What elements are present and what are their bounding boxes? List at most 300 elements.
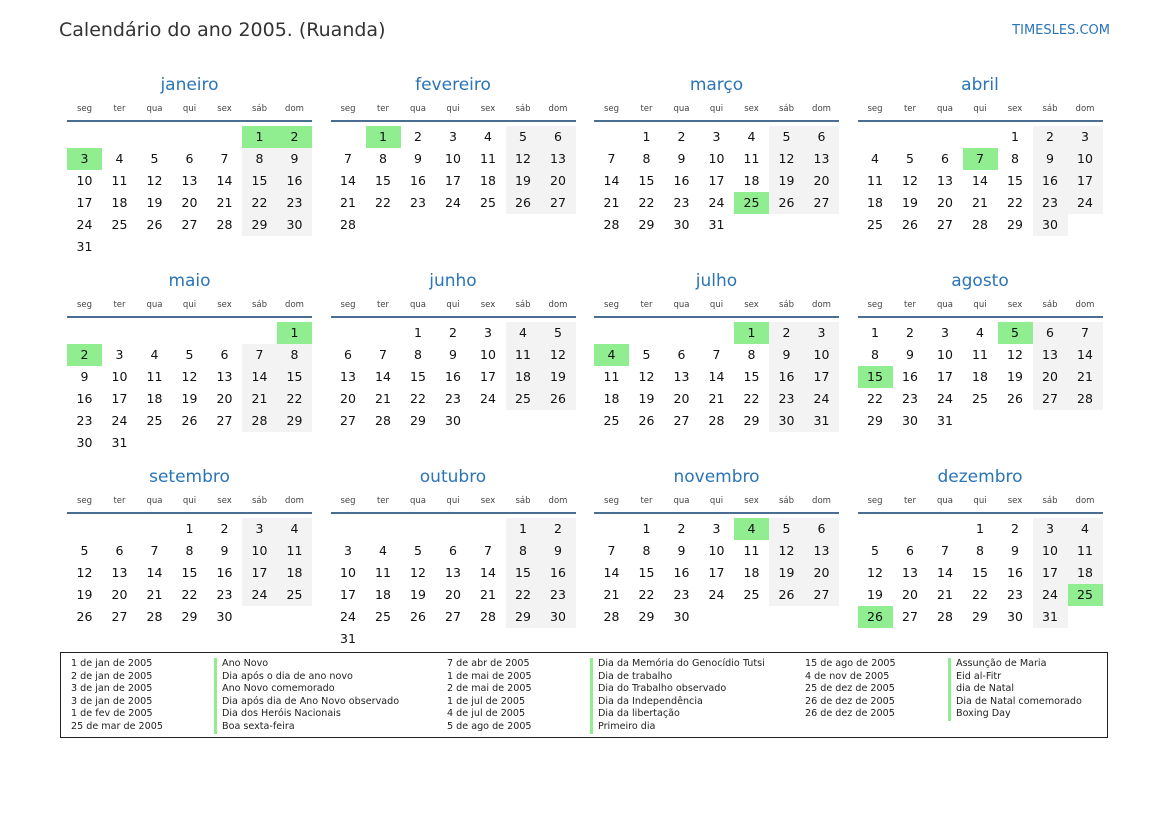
day-cell: 30 bbox=[445, 413, 461, 428]
month-name: abril bbox=[961, 75, 999, 95]
month-abril bbox=[858, 72, 1103, 268]
day-cell: 30 bbox=[541, 606, 576, 628]
day-cell: 11 bbox=[146, 369, 163, 384]
day-cell: 30 bbox=[902, 413, 918, 428]
holiday-date: 7 de abr de 2005 bbox=[447, 658, 530, 669]
day-cell: 12 bbox=[181, 369, 198, 384]
empty-cell bbox=[137, 322, 172, 344]
day-cell: 11 bbox=[375, 565, 391, 580]
day-cell: 10 bbox=[242, 540, 277, 562]
day-cell: 24 bbox=[445, 195, 461, 210]
weekday-label: ter bbox=[113, 104, 126, 114]
month-junho bbox=[331, 268, 576, 464]
month-julho bbox=[594, 268, 839, 464]
day-cell: 9 bbox=[449, 347, 457, 362]
day-cell: 8 bbox=[976, 543, 984, 558]
day-cell: 8 bbox=[242, 148, 277, 170]
weekday-label: sáb bbox=[1042, 104, 1058, 114]
holiday-name: Dia dos Heróis Nacionais bbox=[214, 708, 341, 721]
holiday-date: 2 de mai de 2005 bbox=[447, 683, 532, 695]
day-cell: 31 bbox=[804, 410, 839, 432]
day-cell: 26 bbox=[541, 388, 576, 410]
day-cell: 14 bbox=[603, 565, 620, 580]
day-cell: 25 bbox=[111, 217, 128, 232]
weekday-label: dom bbox=[1075, 104, 1095, 114]
weekday-label: qui bbox=[446, 496, 460, 506]
day-cell: 3 bbox=[484, 325, 492, 340]
day-cell: 20 bbox=[804, 562, 839, 584]
weekday-label: ter bbox=[640, 300, 653, 310]
weekday-label: seg bbox=[76, 300, 93, 310]
empty-cell bbox=[172, 322, 207, 344]
empty-cell bbox=[242, 322, 277, 344]
empty-cell bbox=[331, 322, 366, 344]
weekday-label: ter bbox=[903, 104, 917, 114]
day-cell: 18 bbox=[480, 173, 496, 188]
day-cell: 3 bbox=[941, 325, 949, 340]
day-cell: 27 bbox=[673, 413, 690, 428]
empty-cell bbox=[893, 518, 928, 540]
day-cell: 7 bbox=[344, 151, 352, 166]
month-janeiro bbox=[67, 72, 312, 268]
holiday-name: Dia de Natal comemorado bbox=[948, 696, 1082, 709]
day-cell: 2 bbox=[677, 521, 686, 536]
day-cell: 10 bbox=[937, 347, 953, 362]
weekday-header bbox=[594, 98, 839, 122]
empty-cell bbox=[629, 322, 664, 344]
holiday-date: 2 de jan de 2005 bbox=[71, 670, 153, 682]
legend-item bbox=[805, 683, 1082, 696]
day-cell: 4 bbox=[747, 129, 756, 144]
day-cell: 12 bbox=[506, 148, 541, 170]
day-cell: 23 bbox=[1007, 587, 1023, 602]
day-cell: 15 bbox=[506, 562, 541, 584]
holiday-date: 5 de ago de 2005 bbox=[447, 720, 532, 732]
day-cell: 29 bbox=[867, 413, 883, 428]
day-cell: 31 bbox=[76, 239, 93, 254]
day-cell: 25 bbox=[146, 413, 163, 428]
holiday-name: Eid al-Fitr bbox=[948, 671, 1001, 684]
day-cell: 13 bbox=[340, 369, 356, 384]
month-name: agosto bbox=[951, 271, 1009, 291]
legend-item bbox=[805, 696, 1082, 709]
day-cell: 1 bbox=[506, 518, 541, 540]
day-cell: 8 bbox=[185, 543, 194, 558]
day-cell: 24 bbox=[1033, 584, 1068, 606]
day-cell: 4 bbox=[115, 151, 124, 166]
empty-cell bbox=[594, 518, 629, 540]
day-cell: 8 bbox=[642, 151, 651, 166]
weekday-label: qui bbox=[182, 496, 197, 506]
day-cell: 22 bbox=[242, 192, 277, 214]
day-cell: 8 bbox=[871, 347, 879, 362]
holiday-name: Primeiro dia bbox=[590, 721, 655, 734]
holiday-date: 26 de dez de 2005 bbox=[805, 695, 895, 707]
holiday-date: 1 de jul de 2005 bbox=[447, 695, 526, 707]
day-cell: 3 bbox=[804, 322, 839, 344]
holiday-name: Dia após dia de Ano Novo observado bbox=[214, 696, 399, 709]
weekday-label: sáb bbox=[515, 496, 531, 506]
weekday-header bbox=[67, 490, 312, 514]
day-cell: 26 bbox=[76, 609, 93, 624]
day-cell: 3 bbox=[1068, 126, 1103, 148]
weekday-label: sáb bbox=[251, 300, 268, 310]
day-cell: 5 bbox=[541, 322, 576, 344]
day-cell: 14 bbox=[340, 173, 356, 188]
day-cell: 1 bbox=[414, 325, 422, 340]
day-cell: 13 bbox=[1033, 344, 1068, 366]
holiday-date: 4 de nov de 2005 bbox=[805, 670, 890, 682]
empty-cell bbox=[928, 518, 963, 540]
day-cell: 2 bbox=[449, 325, 457, 340]
day-cell: 11 bbox=[972, 347, 988, 362]
empty-cell bbox=[137, 126, 172, 148]
weekday-header bbox=[331, 294, 576, 318]
day-cell: 28 bbox=[375, 413, 391, 428]
legend-item bbox=[71, 708, 399, 721]
weekday-label: dom bbox=[285, 300, 304, 310]
day-cell: 6 bbox=[677, 347, 686, 362]
day-cell: 18 bbox=[146, 391, 163, 406]
day-cell: 7 bbox=[607, 543, 616, 558]
day-cell: 11 bbox=[867, 173, 883, 188]
day-cell: 28 bbox=[340, 217, 356, 232]
legend-item bbox=[447, 708, 765, 721]
weekday-label: sáb bbox=[1042, 496, 1058, 506]
day-cell: 17 bbox=[804, 366, 839, 388]
month-setembro bbox=[67, 464, 312, 660]
month-dezembro bbox=[858, 464, 1103, 660]
day-cell: 14 bbox=[972, 173, 988, 188]
month-name: junho bbox=[429, 271, 477, 291]
empty-cell bbox=[928, 126, 963, 148]
day-cell: 3 bbox=[449, 129, 457, 144]
weekday-label: sáb bbox=[251, 104, 268, 114]
day-cell: 27 bbox=[340, 413, 356, 428]
day-cell: 9 bbox=[677, 151, 686, 166]
day-cell: 22 bbox=[972, 587, 988, 602]
day-cell: 6 bbox=[804, 126, 839, 148]
day-cell: 9 bbox=[80, 369, 89, 384]
legend-item bbox=[71, 658, 399, 671]
holiday-day-cell: 1 bbox=[277, 322, 312, 344]
legend-item bbox=[805, 658, 1082, 671]
day-cell: 3 bbox=[242, 518, 277, 540]
day-cell: 27 bbox=[1033, 388, 1068, 410]
empty-cell bbox=[594, 126, 629, 148]
site-link[interactable]: TIMESLES.COM bbox=[1012, 23, 1110, 38]
day-cell: 17 bbox=[480, 369, 496, 384]
day-cell: 26 bbox=[410, 609, 426, 624]
month-março bbox=[594, 72, 839, 268]
weekday-label: sáb bbox=[1042, 300, 1058, 310]
holiday-name: Dia da Independência bbox=[590, 696, 703, 709]
empty-cell bbox=[594, 322, 629, 344]
day-cell: 19 bbox=[769, 170, 804, 192]
holiday-date: 3 de jan de 2005 bbox=[71, 695, 153, 707]
day-cell: 14 bbox=[708, 369, 725, 384]
day-cell: 2 bbox=[541, 518, 576, 540]
day-cell: 29 bbox=[638, 217, 655, 232]
day-cell: 25 bbox=[603, 413, 620, 428]
day-cell: 4 bbox=[484, 129, 492, 144]
empty-cell bbox=[67, 322, 102, 344]
day-cell: 28 bbox=[146, 609, 163, 624]
day-cell: 16 bbox=[410, 173, 426, 188]
empty-cell bbox=[699, 322, 734, 344]
legend-item bbox=[447, 671, 765, 684]
day-cell: 11 bbox=[603, 369, 620, 384]
day-cell: 22 bbox=[277, 388, 312, 410]
day-cell: 21 bbox=[603, 195, 620, 210]
weekday-label: ter bbox=[376, 496, 390, 506]
day-cell: 29 bbox=[1007, 217, 1023, 232]
day-cell: 25 bbox=[743, 587, 760, 602]
weekday-label: sex bbox=[1007, 104, 1023, 114]
day-cell: 18 bbox=[506, 366, 541, 388]
day-grid bbox=[858, 518, 1103, 628]
day-cell: 5 bbox=[642, 347, 651, 362]
weekday-label: sáb bbox=[515, 300, 531, 310]
day-cell: 17 bbox=[242, 562, 277, 584]
day-cell: 12 bbox=[867, 565, 883, 580]
empty-cell bbox=[331, 126, 366, 148]
day-cell: 6 bbox=[449, 543, 457, 558]
day-cell: 20 bbox=[902, 587, 918, 602]
day-cell: 26 bbox=[638, 413, 655, 428]
day-cell: 6 bbox=[941, 151, 949, 166]
day-cell: 10 bbox=[708, 151, 725, 166]
day-cell: 9 bbox=[906, 347, 914, 362]
weekday-label: qua bbox=[673, 300, 690, 310]
weekday-header bbox=[331, 490, 576, 514]
day-cell: 1 bbox=[185, 521, 194, 536]
day-cell: 4 bbox=[150, 347, 159, 362]
weekday-label: dom bbox=[812, 496, 831, 506]
day-cell: 18 bbox=[743, 565, 760, 580]
day-cell: 8 bbox=[747, 347, 756, 362]
day-cell: 3 bbox=[1033, 518, 1068, 540]
day-cell: 13 bbox=[111, 565, 128, 580]
day-cell: 12 bbox=[146, 173, 163, 188]
weekday-label: sáb bbox=[515, 104, 531, 114]
day-cell: 8 bbox=[506, 540, 541, 562]
day-cell: 11 bbox=[743, 151, 760, 166]
day-cell: 28 bbox=[216, 217, 233, 232]
day-cell: 30 bbox=[1033, 214, 1068, 236]
day-cell: 26 bbox=[769, 584, 804, 606]
day-cell: 5 bbox=[414, 543, 422, 558]
weekday-label: ter bbox=[640, 104, 653, 114]
day-cell: 8 bbox=[414, 347, 422, 362]
day-cell: 17 bbox=[1068, 170, 1103, 192]
day-cell: 12 bbox=[769, 540, 804, 562]
day-cell: 5 bbox=[80, 543, 89, 558]
day-cell: 30 bbox=[769, 410, 804, 432]
weekday-label: sex bbox=[744, 300, 759, 310]
empty-cell bbox=[436, 518, 471, 540]
day-cell: 19 bbox=[902, 195, 918, 210]
day-cell: 16 bbox=[673, 565, 690, 580]
day-cell: 13 bbox=[804, 540, 839, 562]
day-cell: 28 bbox=[242, 410, 277, 432]
holiday-date: 25 de dez de 2005 bbox=[805, 683, 895, 695]
day-cell: 14 bbox=[242, 366, 277, 388]
day-cell: 14 bbox=[1068, 344, 1103, 366]
legend-item bbox=[447, 658, 765, 671]
weekday-label: seg bbox=[867, 496, 883, 506]
day-cell: 21 bbox=[603, 587, 620, 602]
day-cell: 25 bbox=[506, 388, 541, 410]
day-cell: 4 bbox=[871, 151, 879, 166]
weekday-label: sex bbox=[480, 104, 496, 114]
weekday-label: sex bbox=[217, 104, 232, 114]
legend-column bbox=[805, 658, 1082, 721]
weekday-label: sáb bbox=[778, 300, 795, 310]
holiday-name: Assunção de Maria bbox=[948, 658, 1046, 671]
day-cell: 26 bbox=[769, 192, 804, 214]
day-cell: 5 bbox=[906, 151, 914, 166]
day-cell: 9 bbox=[220, 543, 229, 558]
day-cell: 29 bbox=[972, 609, 988, 624]
day-cell: 19 bbox=[638, 391, 655, 406]
day-cell: 23 bbox=[445, 391, 461, 406]
day-cell: 21 bbox=[340, 195, 356, 210]
holiday-legend bbox=[60, 652, 1108, 738]
weekday-label: qui bbox=[182, 300, 197, 310]
day-cell: 9 bbox=[277, 148, 312, 170]
holiday-date: 25 de mar de 2005 bbox=[71, 720, 163, 732]
weekday-label: sex bbox=[1007, 300, 1023, 310]
day-cell: 17 bbox=[445, 173, 461, 188]
day-cell: 4 bbox=[976, 325, 984, 340]
day-cell: 22 bbox=[375, 195, 391, 210]
day-cell: 29 bbox=[410, 413, 426, 428]
day-cell: 23 bbox=[1033, 192, 1068, 214]
weekday-header bbox=[858, 490, 1103, 514]
holiday-day-cell: 25 bbox=[1068, 584, 1103, 606]
day-cell: 16 bbox=[1033, 170, 1068, 192]
day-cell: 28 bbox=[937, 609, 953, 624]
weekday-label: qui bbox=[973, 300, 987, 310]
day-cell: 9 bbox=[769, 344, 804, 366]
day-cell: 16 bbox=[902, 369, 918, 384]
day-cell: 5 bbox=[769, 126, 804, 148]
holiday-name: dia de Natal bbox=[948, 683, 1014, 696]
day-cell: 10 bbox=[445, 151, 461, 166]
day-cell: 23 bbox=[673, 587, 690, 602]
page-title: Calendário do ano 2005. (Ruanda) bbox=[59, 19, 386, 41]
day-cell: 27 bbox=[804, 584, 839, 606]
day-cell: 12 bbox=[769, 148, 804, 170]
month-name: novembro bbox=[673, 467, 760, 487]
weekday-label: ter bbox=[376, 300, 390, 310]
weekday-label: sex bbox=[1007, 496, 1023, 506]
day-cell: 17 bbox=[76, 195, 93, 210]
day-cell: 13 bbox=[181, 173, 198, 188]
day-cell: 20 bbox=[937, 195, 953, 210]
day-cell: 4 bbox=[277, 518, 312, 540]
day-cell: 24 bbox=[1068, 192, 1103, 214]
day-cell: 19 bbox=[867, 587, 883, 602]
day-cell: 2 bbox=[220, 521, 229, 536]
day-cell: 6 bbox=[344, 347, 352, 362]
weekday-label: seg bbox=[340, 104, 356, 114]
day-cell: 28 bbox=[603, 217, 620, 232]
day-cell: 18 bbox=[375, 587, 391, 602]
empty-cell bbox=[207, 322, 242, 344]
empty-cell bbox=[331, 518, 366, 540]
holiday-name: Boa sexta-feira bbox=[214, 721, 295, 734]
day-cell: 7 bbox=[379, 347, 387, 362]
holiday-name: Ano Novo comemorado bbox=[214, 683, 335, 696]
weekday-label: sáb bbox=[251, 496, 268, 506]
day-cell: 10 bbox=[480, 347, 496, 362]
day-cell: 13 bbox=[216, 369, 233, 384]
day-cell: 4 bbox=[379, 543, 387, 558]
day-grid bbox=[594, 518, 839, 628]
day-cell: 16 bbox=[445, 369, 461, 384]
day-cell: 4 bbox=[506, 322, 541, 344]
day-cell: 25 bbox=[480, 195, 496, 210]
day-cell: 17 bbox=[708, 565, 725, 580]
empty-cell bbox=[102, 126, 137, 148]
day-cell: 6 bbox=[220, 347, 229, 362]
day-grid bbox=[858, 322, 1103, 432]
day-cell: 15 bbox=[743, 369, 760, 384]
day-cell: 1 bbox=[642, 521, 651, 536]
day-cell: 14 bbox=[937, 565, 953, 580]
legend-item bbox=[71, 671, 399, 684]
weekday-label: dom bbox=[812, 300, 831, 310]
holiday-name: Boxing Day bbox=[948, 708, 1011, 721]
weekday-label: ter bbox=[376, 104, 390, 114]
day-cell: 24 bbox=[937, 391, 953, 406]
day-cell: 3 bbox=[712, 521, 721, 536]
day-grid bbox=[67, 126, 312, 258]
day-cell: 23 bbox=[769, 388, 804, 410]
day-cell: 21 bbox=[708, 391, 725, 406]
empty-cell bbox=[137, 518, 172, 540]
day-cell: 20 bbox=[541, 170, 576, 192]
day-cell: 15 bbox=[972, 565, 988, 580]
months-grid bbox=[67, 72, 1101, 660]
day-cell: 20 bbox=[340, 391, 356, 406]
holiday-date: 1 de mai de 2005 bbox=[447, 670, 532, 682]
weekday-label: sex bbox=[744, 496, 759, 506]
day-cell: 7 bbox=[150, 543, 159, 558]
holiday-date: 15 de ago de 2005 bbox=[805, 658, 896, 669]
day-cell: 18 bbox=[111, 195, 128, 210]
weekday-label: qui bbox=[446, 300, 460, 310]
day-cell: 11 bbox=[506, 344, 541, 366]
weekday-header bbox=[67, 98, 312, 122]
day-cell: 28 bbox=[480, 609, 496, 624]
day-cell: 11 bbox=[277, 540, 312, 562]
day-cell: 19 bbox=[769, 562, 804, 584]
day-cell: 6 bbox=[115, 543, 124, 558]
empty-cell bbox=[172, 126, 207, 148]
day-cell: 10 bbox=[804, 344, 839, 366]
day-cell: 2 bbox=[1011, 521, 1019, 536]
day-cell: 20 bbox=[673, 391, 690, 406]
day-cell: 11 bbox=[1068, 540, 1103, 562]
month-novembro bbox=[594, 464, 839, 660]
day-cell: 29 bbox=[638, 609, 655, 624]
day-cell: 22 bbox=[638, 195, 655, 210]
weekday-label: qui bbox=[709, 496, 724, 506]
day-cell: 29 bbox=[277, 410, 312, 432]
